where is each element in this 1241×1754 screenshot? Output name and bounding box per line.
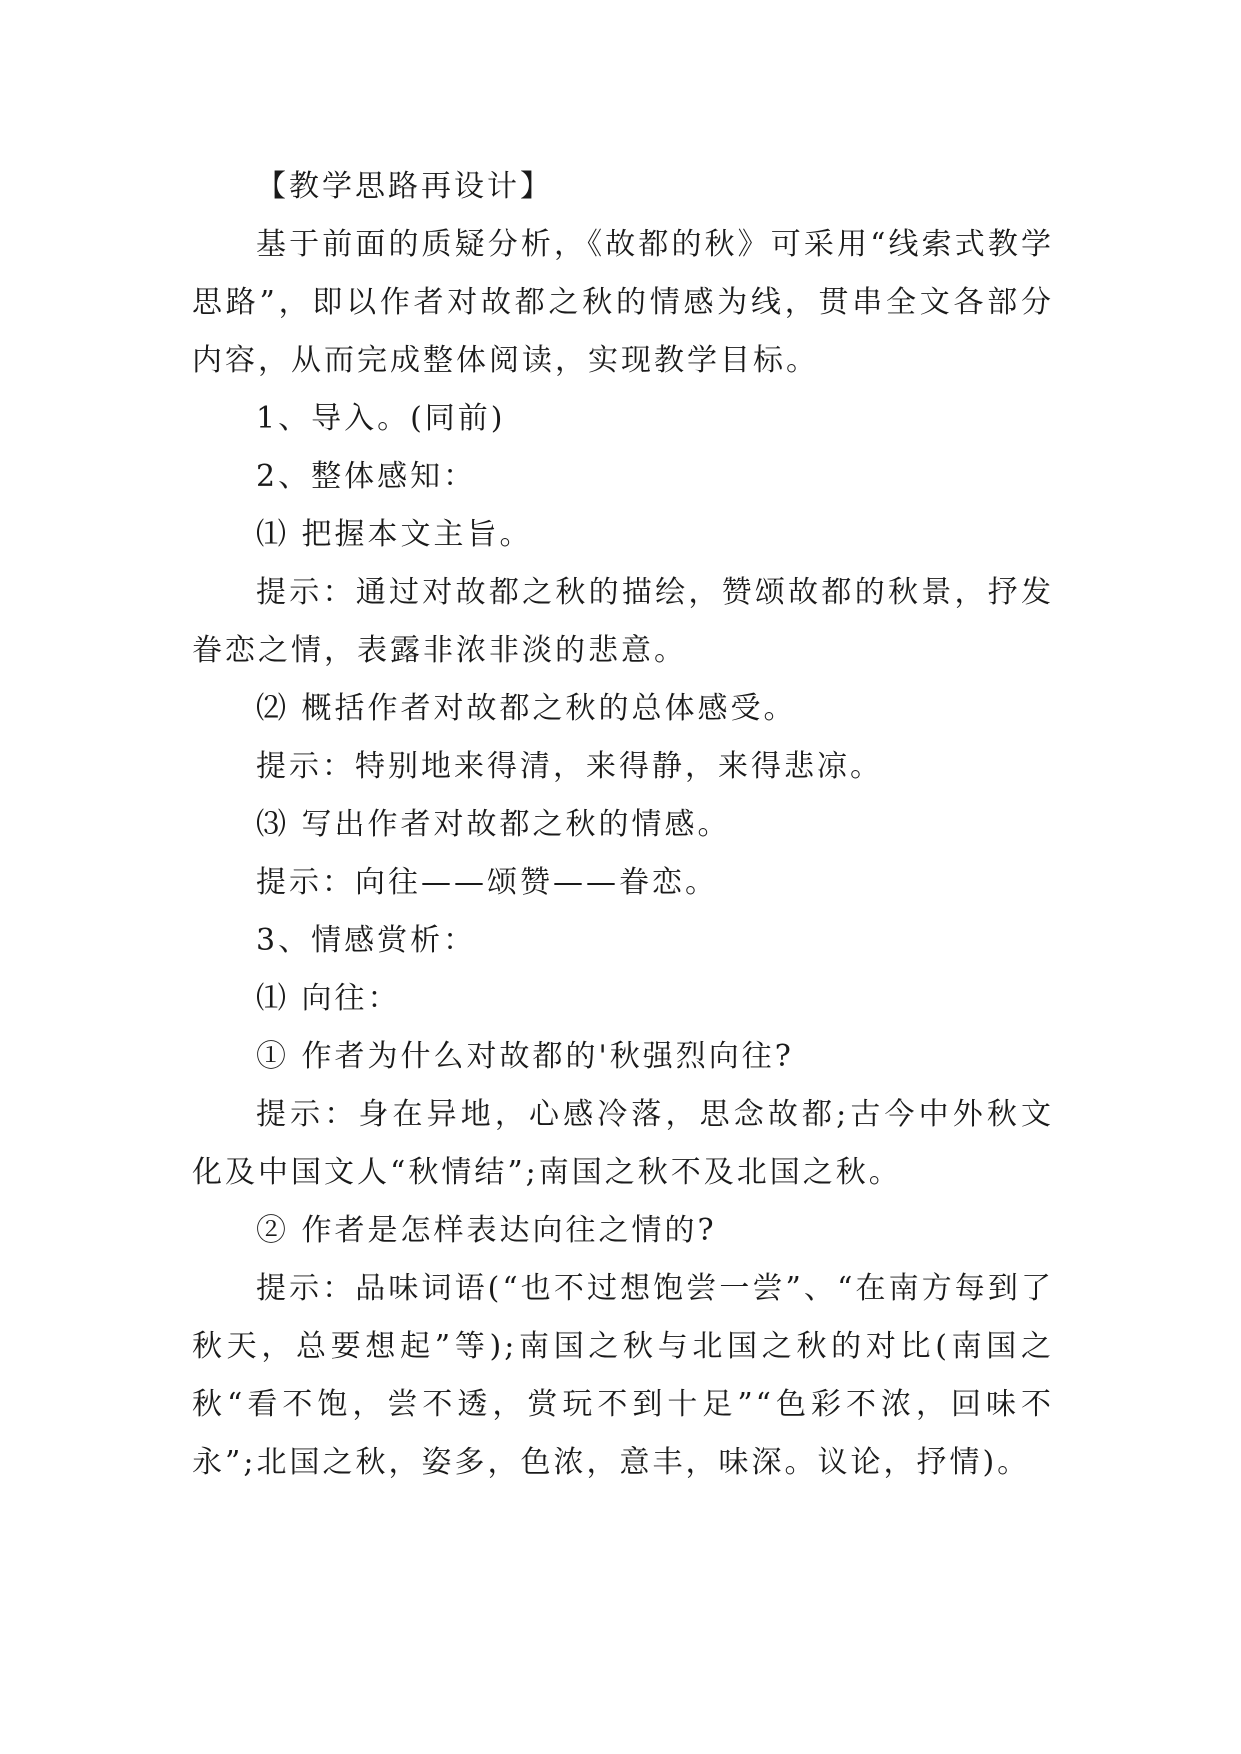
step-2-overall: 2、整体感知：: [256, 459, 477, 494]
step-3-emotion-analysis: 3、情感赏析：: [256, 923, 477, 958]
item-1-theme: ⑴ 把握本文主旨。: [256, 517, 533, 552]
hint-question-2: 提示：品味词语(“也不过想饱尝一尝”、“在南方每到了秋天，总要想起”等);南国之秋与北国之秋的对比(南国之秋“看不饱，尝不透，赏玩不到十足”“色彩不浓，回味不永”;北国之秋，姿多，色浓，意丰，味深。议论，抒情)。: [192, 1271, 1054, 1480]
question-2: ② 作者是怎样表达向往之情的?: [256, 1213, 717, 1248]
document-page: [192, 158, 1054, 1492]
intro-paragraph: 基于前面的质疑分析，《故都的秋》可采用“线索式教学思路”，即以作者对故都之秋的情感为线，贯串全文各部分内容，从而完成整体阅读，实现教学目标。: [192, 227, 1054, 378]
hint-theme: 提示：通过对故都之秋的描绘，赞颂故都的秋景，抒发眷恋之情，表露非浓非淡的悲意。: [192, 575, 1054, 668]
step-1-import: 1、导入。(同前): [256, 401, 506, 436]
hint-emotion: 提示：向往——颂赞——眷恋。: [256, 865, 718, 900]
section-heading: 【教学思路再设计】: [256, 169, 553, 204]
item-2-feeling: ⑵ 概括作者对故都之秋的总体感受。: [256, 691, 797, 726]
item-1-longing: ⑴ 向往：: [256, 981, 401, 1016]
item-3-emotion: ⑶ 写出作者对故都之秋的情感。: [256, 807, 731, 842]
hint-question-1: 提示：身在异地，心感冷落，思念故都;古今中外秋文化及中国文人“秋情结”;南国之秋不及北国之秋。: [192, 1097, 1054, 1190]
hint-feeling: 提示：特别地来得清，来得静，来得悲凉。: [256, 749, 883, 784]
question-1: ① 作者为什么对故都的'秋强烈向往?: [256, 1039, 794, 1074]
